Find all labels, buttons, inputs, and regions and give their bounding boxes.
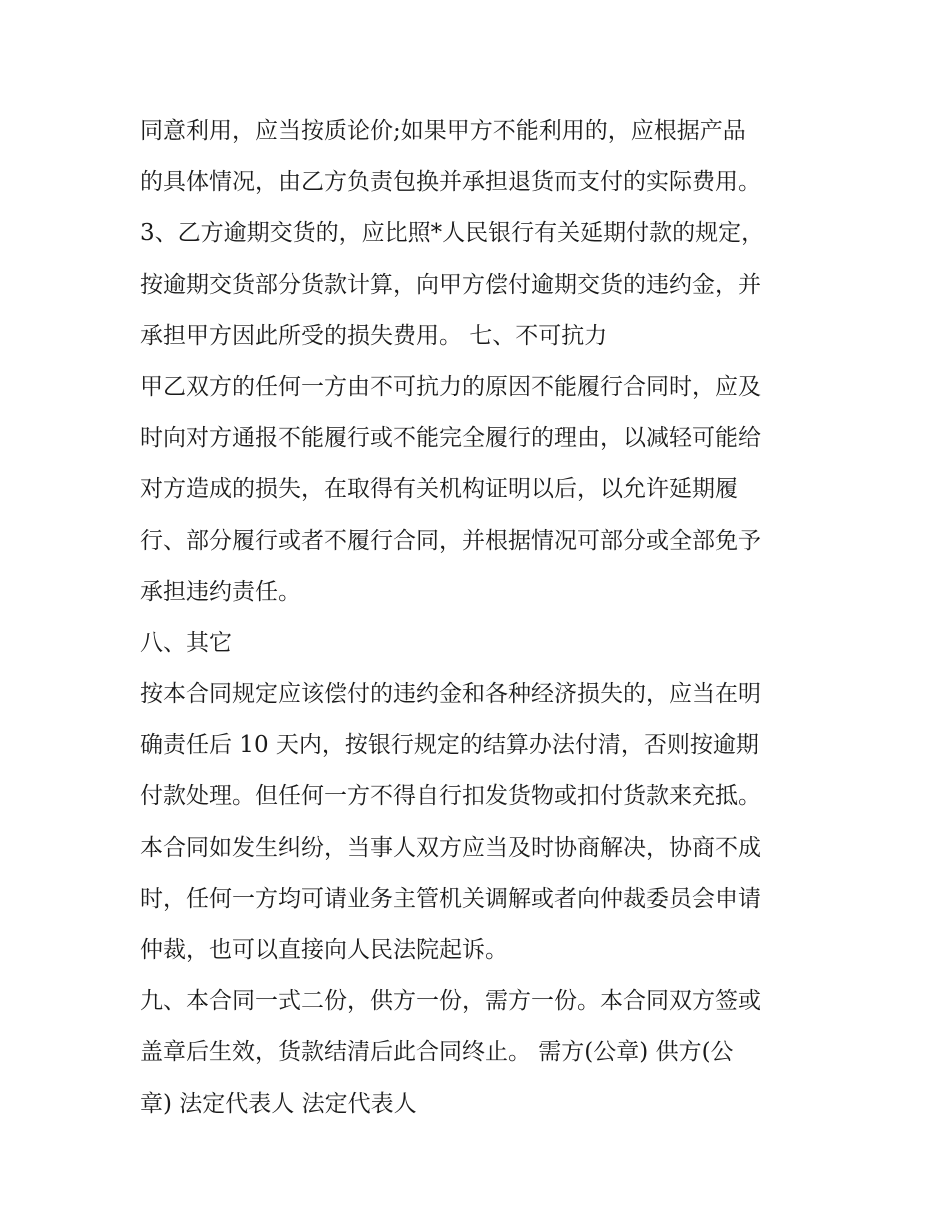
- text-line: 按逾期交货部分货款计算，向甲方偿付逾期交货的违约金，并: [140, 271, 761, 298]
- text-line: 时，任何一方均可请业务主管机关调解或者向仲裁委员会申请: [140, 885, 761, 912]
- text-line: 确责任后 10 天内，按银行规定的结算办法付清，否则按逾期: [140, 732, 759, 759]
- text-line: 承担甲方因此所受的损失费用。 七、不可抗力: [140, 322, 608, 349]
- text-line: 同意利用，应当按质论价;如果甲方不能利用的，应根据产品: [140, 118, 746, 144]
- text-line: 本合同如发生纠纷，当事人双方应当及时协商解决，协商不成: [140, 834, 761, 861]
- text-line: 承担违约责任。: [140, 578, 301, 605]
- section-heading: 八、其它: [140, 629, 232, 656]
- text-line: 行、部分履行或者不履行合同，并根据情况可部分或全部免予: [140, 527, 761, 554]
- signature-line: 章) 法定代表人 法定代表人: [140, 1090, 417, 1117]
- text-line: 甲乙双方的任何一方由不可抗力的原因不能履行合同时，应及: [140, 373, 761, 400]
- document-body: [140, 106, 820, 1130]
- text-line: 盖章后生效，货款结清后此合同终止。 需方(公章) 供方(公: [140, 1039, 734, 1066]
- text-line: 时向对方通报不能履行或不能完全履行的理由，以减轻可能给: [140, 425, 761, 452]
- text-line: 对方造成的损失，在取得有关机构证明以后，以允许延期履: [140, 476, 738, 503]
- text-line: 按本合同规定应该偿付的违约金和各种经济损失的，应当在明: [140, 681, 761, 708]
- text-line: 付款处理。但任何一方不得自行扣发货物或扣付货款来充抵。: [140, 783, 761, 810]
- text-line: 九、本合同一式二份，供方一份，需方一份。本合同双方签或: [140, 988, 761, 1015]
- text-line: 3、乙方逾期交货的，应比照*人民银行有关延期付款的规定，: [140, 220, 765, 247]
- text-line: 的具体情况，由乙方负责包换并承担退货而支付的实际费用。: [140, 169, 761, 196]
- text-line: 仲裁，也可以直接向人民法院起诉。: [140, 937, 508, 963]
